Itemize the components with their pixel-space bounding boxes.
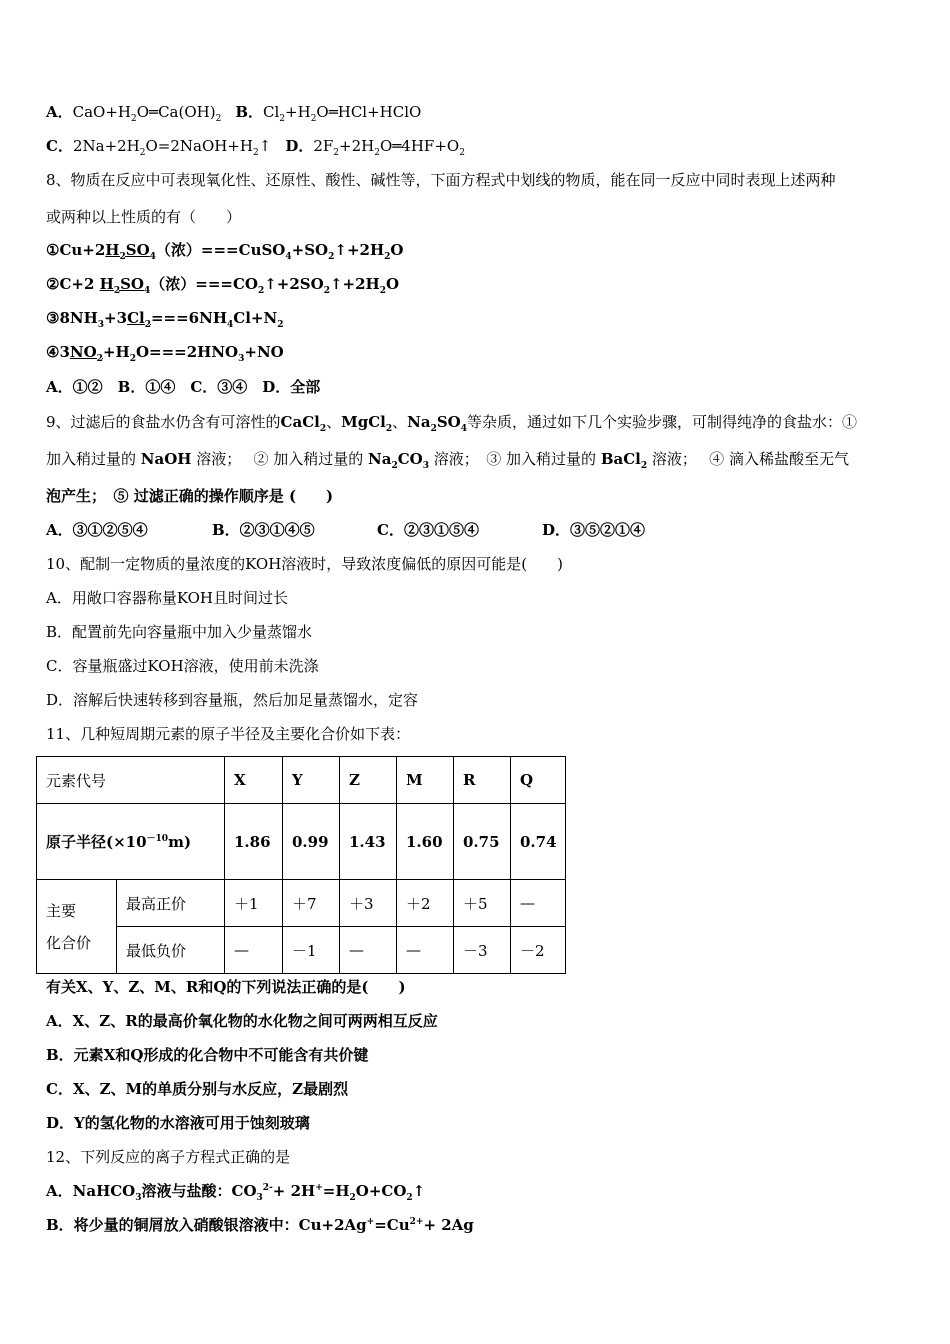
q8-equation-4 (46, 342, 284, 362)
eq-text: Cl+N (233, 309, 278, 327)
q10-option-b: B．配置前先向容量瓶中加入少量蒸馏水 (46, 623, 313, 641)
eq-text: SO (120, 275, 144, 293)
superscript: + (315, 1183, 323, 1193)
subscript: 3 (238, 354, 245, 364)
q8-stem-cont: 或两种以上性质的有（ ） (46, 208, 242, 226)
eq-text: ④3 (46, 343, 70, 361)
min-cell: — (225, 927, 283, 974)
subscript: 2 (374, 148, 380, 158)
formula: Na (407, 413, 431, 431)
eq-text: ↑+2SO (264, 275, 324, 293)
text: 溶液； ④ 滴入稀盐酸至无气 (647, 450, 849, 468)
eq-text: ↑+2H (334, 241, 385, 259)
element-cell: Z (340, 757, 397, 804)
text: B．将少量的铜屑放入硝酸银溶液中：Cu+2Ag (46, 1216, 367, 1234)
formula: O═Ca(OH) (136, 103, 216, 121)
max-label-cell: 最高正价 (117, 880, 225, 927)
subscript: 2 (310, 114, 317, 124)
radius-label: 原子半径(×10 (46, 833, 147, 851)
eq-text: +H (102, 343, 130, 361)
max-cell: ＋2 (397, 880, 454, 927)
valence-label-cell (37, 880, 117, 974)
q11-option-b: B．元素X和Q形成的化合物中不可能含有共价键 (46, 1046, 369, 1064)
q11-question: 有关X、Y、Z、M、R和Q的下列说法正确的是( ) (46, 978, 406, 996)
formula: CaCl (280, 413, 320, 431)
text: ↑ (412, 1182, 426, 1200)
subscript: 2 (333, 148, 340, 158)
subscript: 2 (319, 424, 327, 434)
q12-option-a (46, 1181, 425, 1201)
table-row (37, 927, 566, 974)
subscript: 2 (406, 1193, 413, 1203)
formula: CO (397, 450, 423, 468)
eq-text: H (105, 241, 120, 259)
eq-text: ①Cu+2 (46, 241, 106, 259)
text: 9、过滤后的食盐水仍含有可溶性的 (46, 413, 281, 431)
q8-equation-1 (46, 240, 403, 260)
subscript: 2 (253, 148, 259, 158)
eq-text: ↑+2H (329, 275, 380, 293)
subscript: 2 (215, 114, 222, 124)
formula: O═4HF+O (379, 137, 460, 155)
subscript: 2 (144, 320, 151, 330)
subscript: 4 (143, 286, 151, 296)
min-cell: — (397, 927, 454, 974)
eq-text: Cl (127, 309, 145, 327)
superscript: + (366, 1217, 375, 1227)
option-label: C． (46, 137, 73, 155)
q8-stem: 8、物质在反应中可表现氧化性、还原性、酸性、碱性等，下面方程式中划线的物质，能在同一反应中同时表现上述两种 (46, 171, 836, 189)
formula: Cl (263, 103, 280, 121)
text: O+CO (355, 1182, 407, 1200)
subscript: 2 (430, 424, 437, 434)
text: 加入稍过量的 (46, 450, 141, 468)
text: 溶液； ② 加入稍过量的 (191, 450, 369, 468)
subscript: 4 (149, 252, 156, 262)
radius-cell: 1.43 (340, 804, 397, 880)
max-cell: ＋1 (225, 880, 283, 927)
q10-stem: 10、配制一定物质的量浓度的KOH溶液时，导致浓度偏低的原因可能是( ) (46, 555, 563, 573)
formula: +H (285, 103, 311, 121)
text: 等杂质，通过如下几个实验步骤，可制得纯净的食盐水：① (467, 413, 858, 431)
text: A．NaHCO (46, 1182, 136, 1200)
eq-text: O (386, 275, 400, 293)
q11-option-c: C．X、Z、M的单质分别与水反应，Z最剧烈 (46, 1080, 349, 1098)
eq-text: （浓）===CO (150, 275, 258, 293)
radius-cell: 0.75 (454, 804, 511, 880)
subscript: 2 (323, 286, 330, 296)
min-label-cell: 最低负价 (117, 927, 225, 974)
max-cell: ＋5 (454, 880, 511, 927)
q8-equation-3 (46, 308, 283, 328)
subscript: 2 (384, 252, 391, 262)
max-cell: — (511, 880, 566, 927)
subscript: 2 (640, 461, 648, 471)
formula: BaCl (600, 450, 641, 468)
eq-text: NO (69, 343, 97, 361)
table-row (37, 804, 566, 880)
q12-stem: 12、下列反应的离子方程式正确的是 (46, 1148, 291, 1166)
formula: NaOH (140, 450, 192, 468)
q11-option-d: D．Y的氢化物的水溶液可用于蚀刻玻璃 (46, 1114, 310, 1132)
eq-text: ③8NH (46, 309, 98, 327)
underlined-substance (127, 309, 151, 330)
eq-text: +SO (291, 241, 329, 259)
element-cell: R (454, 757, 511, 804)
formula: MgCl (341, 413, 386, 431)
subscript: 2 (391, 461, 398, 471)
subscript: 2 (113, 286, 121, 296)
formula: +2H (339, 137, 375, 155)
max-cell: ＋7 (283, 880, 340, 927)
formula: CaO+H (72, 103, 132, 121)
underlined-substance (99, 275, 151, 296)
q11-stem: 11、几种短周期元素的原子半径及主要化合价如下表： (46, 725, 411, 743)
q9-option-c: C．②③①⑤④ (377, 521, 479, 539)
superscript: 2+ (409, 1217, 424, 1227)
q9-stem-end: 泡产生； ⑤ 过滤正确的操作顺序是 ( ) (46, 487, 334, 505)
subscript: 2 (379, 286, 386, 296)
arrow-up: ↑ (258, 137, 272, 155)
q7-options-ab (46, 102, 421, 122)
subscript: 2 (349, 1193, 356, 1203)
table-row (37, 757, 566, 804)
header-cell: 元素代号 (37, 757, 225, 804)
subscript: 2 (129, 354, 136, 364)
q11-option-a: A．X、Z、R的最高价氧化物的水化物之间可两两相互反应 (46, 1012, 438, 1030)
underlined-substance (105, 241, 156, 262)
q9-stem (46, 412, 857, 432)
q8-equation-2 (46, 274, 399, 294)
text: 溶液； ③ 加入稍过量的 (429, 450, 601, 468)
element-cell: X (225, 757, 283, 804)
element-cell: M (397, 757, 454, 804)
q10-option-d: D．溶解后快速转移到容量瓶，然后加足量蒸馏水，定容 (46, 691, 419, 709)
radius-cell: 1.86 (225, 804, 283, 880)
formula: Na (368, 450, 392, 468)
radius-cell: 0.99 (283, 804, 340, 880)
option-label: B． (235, 103, 264, 121)
subscript: 2 (328, 252, 335, 262)
eq-text: ②C+2 (46, 275, 100, 293)
text: =H (322, 1182, 350, 1200)
formula: O=2NaOH+H (145, 137, 254, 155)
subscript: 2 (277, 320, 284, 330)
min-cell: －1 (283, 927, 340, 974)
max-cell: ＋3 (340, 880, 397, 927)
subscript: 2 (385, 424, 393, 434)
q7-options-cd (46, 136, 465, 156)
formula: 2F (313, 137, 334, 155)
subscript: 4 (460, 424, 468, 434)
subscript: 4 (227, 320, 234, 330)
q9-option-d: D．③⑤②①④ (542, 521, 646, 539)
text: 溶液与盐酸：CO (141, 1182, 257, 1200)
min-cell: — (340, 927, 397, 974)
option-label: D． (285, 137, 314, 155)
q9-stem-cont (46, 449, 849, 469)
element-cell: Q (511, 757, 566, 804)
text: + 2H (272, 1182, 316, 1200)
formula: SO (436, 413, 461, 431)
underlined-substance (69, 343, 103, 364)
subscript: 3 (135, 1193, 142, 1203)
subscript: 2 (279, 114, 286, 124)
element-table (36, 756, 566, 974)
element-cell: Y (283, 757, 340, 804)
radius-cell: 0.74 (511, 804, 566, 880)
subscript: 2 (139, 148, 146, 158)
q12-option-b (46, 1215, 474, 1235)
subscript: 3 (422, 461, 430, 471)
radius-cell: 1.60 (397, 804, 454, 880)
q8-options: A．①② B．①④ C．③④ D．全部 (46, 378, 321, 396)
eq-text: O===2HNO (135, 343, 239, 361)
q9-option-a: A．③①②⑤④ (46, 521, 148, 539)
q10-option-a: A．用敞口容器称量KOH且时间过长 (46, 589, 289, 607)
radius-unit: m) (168, 833, 192, 851)
superscript: 2- (262, 1183, 273, 1193)
q10-option-c: C．容量瓶盛过KOH溶液，使用前未洗涤 (46, 657, 319, 675)
min-cell: －2 (511, 927, 566, 974)
min-cell: －3 (454, 927, 511, 974)
subscript: 4 (285, 252, 292, 262)
valence-label: 主要 (46, 901, 77, 920)
subscript: 2 (96, 354, 103, 364)
subscript: 3 (256, 1193, 263, 1203)
eq-text: ===6NH (150, 309, 227, 327)
text: 、 (326, 413, 342, 431)
radius-label-cell (37, 804, 225, 880)
option-label: A． (46, 103, 73, 121)
eq-text: +3 (104, 309, 128, 327)
valence-label: 化合价 (46, 933, 92, 952)
eq-text: SO (125, 241, 150, 259)
formula: O═HCl+HClO (316, 103, 422, 121)
text: 、 (392, 413, 408, 431)
eq-text: O (390, 241, 404, 259)
text: + 2Ag (423, 1216, 474, 1234)
superscript: －10 (146, 834, 169, 844)
table-row (37, 880, 566, 927)
subscript: 2 (131, 114, 137, 124)
subscript: 2 (119, 252, 126, 262)
subscript: 2 (459, 148, 465, 158)
subscript: 3 (97, 320, 105, 330)
q9-option-b: B．②③①④⑤ (212, 521, 315, 539)
subscript: 2 (257, 286, 265, 296)
eq-text: H (99, 275, 114, 293)
eq-text: +NO (244, 343, 284, 361)
text: =Cu (374, 1216, 410, 1234)
eq-text: （浓）===CuSO (155, 241, 286, 259)
formula: 2Na+2H (72, 137, 140, 155)
